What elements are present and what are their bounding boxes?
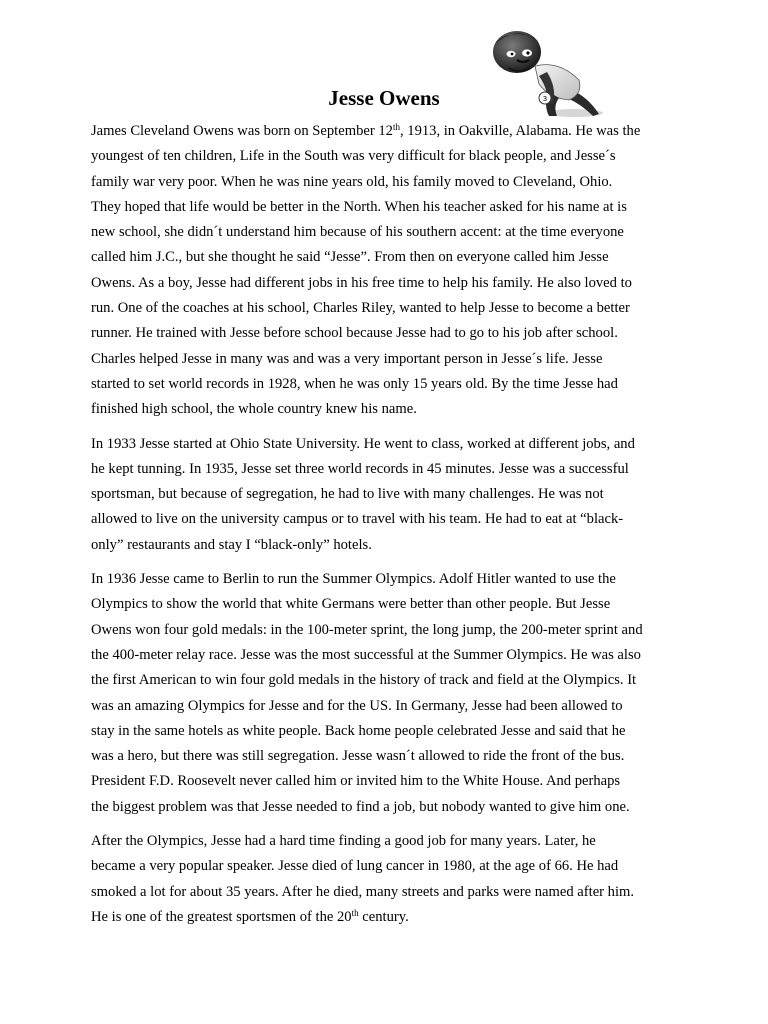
paragraph-4 [91, 829, 681, 930]
paragraph-1 [91, 119, 681, 423]
text-line: the 400-meter relay race. Jesse was the most successful at the Summer Olympics. He was also [91, 646, 641, 663]
paragraph-3 [91, 567, 681, 820]
text-line: stay in the same hotels as white people. Back home people celebrated Jesse and said that he [91, 722, 626, 739]
document-title: Jesse Owens [328, 86, 440, 110]
text-line: only” restaurants and stay I “black-only” hotels. [91, 536, 372, 553]
svg-text:3: 3 [542, 95, 548, 103]
text-line: President F.D. Roosevelt never called him or invited him to the White House. And perhaps [91, 773, 621, 790]
text-line: was a hero, but there was still segregation. Jesse wasn´t allowed to ride the front of the bus. [91, 748, 625, 765]
text-line: started to set world records in 1928, when he was only 15 years old. By the time Jesse had [91, 375, 618, 392]
text-line: family war very poor. When he was nine years old, his family moved to Cleveland, Ohio. [91, 173, 613, 190]
text-line: They hoped that life would be better in the North. When his teacher asked for his name at is [91, 198, 627, 215]
text-line: sportsman, but because of segregation, he had to live with many challenges. He was not [91, 486, 604, 503]
text-line: called him J.C., but she thought he said “Jesse”. From then on everyone called him Jesse [91, 249, 609, 266]
text-line: run. One of the coaches at his school, Charles Riley, wanted to help Jesse to become a better [91, 300, 630, 317]
text-line: youngest of ten children, Life in the South was very difficult for black people, and Jesse´s [91, 148, 616, 165]
text-line: was an amazing Olympics for Jesse and for the US. In Germany, Jesse had been allowed to [91, 697, 623, 714]
text-line: smoked a lot for about 35 years. After he died, many streets and parks were named after him. [91, 883, 635, 900]
text-line: the biggest problem was that Jesse needed to find a job, but nobody wanted to give him one. [91, 798, 630, 815]
article-body [91, 119, 681, 930]
text-line: In 1936 Jesse came to Berlin to run the Summer Olympics. Adolf Hitler wanted to use the [91, 571, 616, 588]
text-line: In 1933 Jesse started at Ohio State University. He went to class, worked at different jobs, and [91, 435, 635, 452]
text-line: became a very popular speaker. Jesse died of lung cancer in 1980, at the age of 66. He had [91, 858, 619, 875]
text-line: Owens won four gold medals: in the 100-meter sprint, the long jump, the 200-meter sprint and [91, 621, 643, 638]
text-line: he kept tunning. In 1935, Jesse set three world records in 45 minutes. Jesse was a successful [91, 460, 629, 477]
text-line: finished high school, the whole country knew his name. [91, 401, 417, 418]
text-line: Owens. As a boy, Jesse had different jobs in his free time to help his family. He also loved to [91, 274, 632, 291]
text-line: After the Olympics, Jesse had a hard time finding a good job for many years. Later, he [91, 833, 596, 850]
text-line: allowed to live on the university campus or to travel with his team. He had to eat at “black- [91, 511, 624, 528]
text-line: the first American to win four gold medals in the history of track and field at the Olympics. It [91, 672, 637, 689]
text-line: Charles helped Jesse in many was and was a very important person in Jesse´s life. Jesse [91, 350, 603, 367]
sprinter-caricature-image [483, 24, 605, 120]
text-line: runner. He trained with Jesse before school because Jesse had to go to his job after school. [91, 325, 618, 342]
text-line: Olympics to show the world that white Germans were better than other people. But Jesse [91, 596, 611, 613]
paragraph-2 [91, 432, 681, 558]
text-line: James Cleveland Owens was born on September 12th, 1913, in Oakville, Alabama. He was the [91, 122, 641, 139]
text-line: new school, she didn´t understand him because of his southern accent: at the time everyone [91, 224, 624, 241]
text-line: He is one of the greatest sportsmen of the 20th century. [91, 907, 409, 925]
